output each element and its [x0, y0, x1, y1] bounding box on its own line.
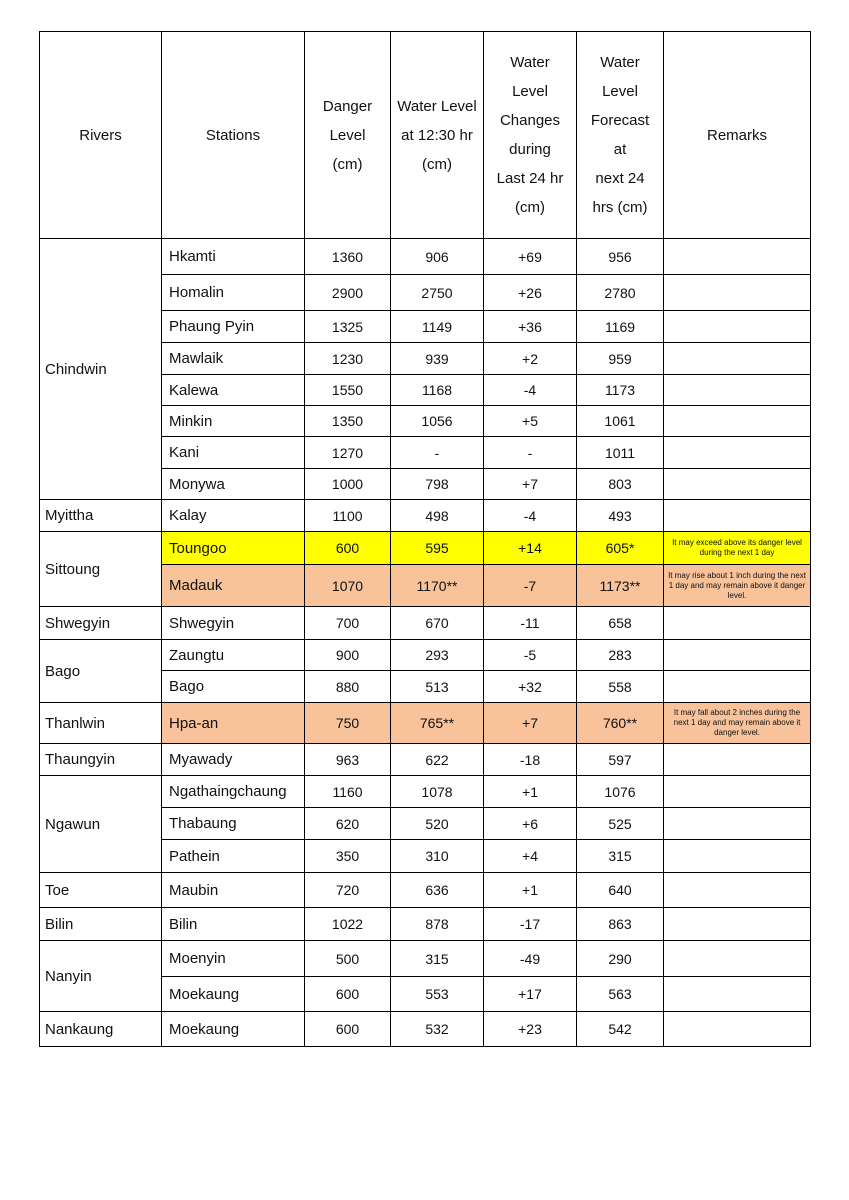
level-forecast: 1076	[577, 776, 664, 808]
header-line: (cm)	[422, 155, 452, 173]
remark: It may exceed above its danger level during the next 1 day	[664, 532, 811, 565]
remark: It may rise about 1 inch during the next 1 day and may remain above it danger level.	[664, 565, 811, 607]
station-name: Monywa	[162, 469, 305, 500]
station-name: Madauk	[162, 565, 305, 607]
station-name: Zaungtu	[162, 640, 305, 671]
water-level: 532	[391, 1012, 484, 1047]
level-forecast: 558	[577, 671, 664, 703]
header-line: hrs (cm)	[592, 199, 648, 216]
level-forecast: 563	[577, 977, 664, 1012]
level-forecast: 597	[577, 744, 664, 776]
remark: It may fall about 2 inches during the next 1 day and may remain above it danger level.	[664, 703, 811, 744]
level-change: -4	[484, 500, 577, 532]
level-change: +6	[484, 808, 577, 840]
water-level: 878	[391, 908, 484, 941]
level-change: -5	[484, 640, 577, 671]
level-forecast: 493	[577, 500, 664, 532]
remark	[664, 873, 811, 908]
level-change: +7	[484, 469, 577, 500]
station-name: Phaung Pyin	[162, 311, 305, 343]
river-name: Toe	[40, 873, 162, 908]
remark	[664, 469, 811, 500]
remark	[664, 343, 811, 375]
danger-level: 700	[305, 607, 391, 640]
danger-level: 880	[305, 671, 391, 703]
station-name: Moekaung	[162, 977, 305, 1012]
river-name: Thaungyin	[40, 744, 162, 776]
water-level: 1149	[391, 311, 484, 343]
water-level: 670	[391, 607, 484, 640]
header-line: (cm)	[332, 155, 363, 173]
river-name: Bago	[40, 640, 162, 703]
remark	[664, 908, 811, 941]
level-forecast: 863	[577, 908, 664, 941]
header-level-forecast	[577, 32, 664, 239]
danger-level: 1270	[305, 437, 391, 469]
water-level: 310	[391, 840, 484, 873]
water-level: 315	[391, 941, 484, 977]
danger-level: 1000	[305, 469, 391, 500]
level-change: +36	[484, 311, 577, 343]
danger-level: 720	[305, 873, 391, 908]
table-row	[40, 532, 811, 565]
danger-level: 1230	[305, 343, 391, 375]
water-level: 798	[391, 469, 484, 500]
header-line: Water	[510, 54, 550, 71]
remark	[664, 640, 811, 671]
header-level-changes	[484, 32, 577, 239]
level-change: +2	[484, 343, 577, 375]
header-line: (cm)	[515, 199, 545, 216]
header-danger-level	[305, 32, 391, 239]
header-line: Changes	[499, 112, 561, 129]
remark	[664, 808, 811, 840]
level-forecast: 525	[577, 808, 664, 840]
water-level: 498	[391, 500, 484, 532]
level-change: -18	[484, 744, 577, 776]
danger-level: 1100	[305, 500, 391, 532]
table-row	[40, 239, 811, 275]
water-level: 2750	[391, 275, 484, 311]
table-row	[40, 1012, 811, 1047]
level-change: -	[484, 437, 577, 469]
station-name: Ngathaingchaung	[162, 776, 305, 808]
station-name: Bilin	[162, 908, 305, 941]
level-forecast: 315	[577, 840, 664, 873]
station-name: Maubin	[162, 873, 305, 908]
header-line: Danger	[322, 97, 373, 115]
river-name: Shwegyin	[40, 607, 162, 640]
water-level: 1056	[391, 406, 484, 437]
table-body	[40, 239, 811, 1047]
table-row	[40, 500, 811, 532]
water-level: 622	[391, 744, 484, 776]
station-name: Myawady	[162, 744, 305, 776]
level-forecast: 605*	[577, 532, 664, 565]
level-change: +5	[484, 406, 577, 437]
header-line: Level	[512, 83, 548, 100]
header-line: during	[509, 141, 551, 158]
level-change: +26	[484, 275, 577, 311]
level-forecast: 283	[577, 640, 664, 671]
danger-level: 600	[305, 977, 391, 1012]
station-name: Kalay	[162, 500, 305, 532]
level-forecast: 542	[577, 1012, 664, 1047]
danger-level: 620	[305, 808, 391, 840]
table-row	[40, 703, 811, 744]
remark	[664, 437, 811, 469]
remark	[664, 607, 811, 640]
remark	[664, 671, 811, 703]
level-forecast: 1173	[577, 375, 664, 406]
remark	[664, 275, 811, 311]
danger-level: 1070	[305, 565, 391, 607]
level-forecast: 1061	[577, 406, 664, 437]
level-forecast: 760**	[577, 703, 664, 744]
header-line: at	[613, 141, 627, 158]
water-level: 1170**	[391, 565, 484, 607]
header-rivers: Rivers	[40, 32, 162, 239]
station-name: Homalin	[162, 275, 305, 311]
level-forecast: 290	[577, 941, 664, 977]
river-name: Thanlwin	[40, 703, 162, 744]
remark	[664, 500, 811, 532]
remark	[664, 239, 811, 275]
level-forecast: 1011	[577, 437, 664, 469]
remark	[664, 406, 811, 437]
station-name: Thabaung	[162, 808, 305, 840]
remark	[664, 375, 811, 406]
station-name: Moenyin	[162, 941, 305, 977]
level-change: +1	[484, 776, 577, 808]
header-line: Water	[600, 54, 640, 71]
station-name: Toungoo	[162, 532, 305, 565]
table-row	[40, 607, 811, 640]
level-forecast: 956	[577, 239, 664, 275]
danger-level: 2900	[305, 275, 391, 311]
danger-level: 1350	[305, 406, 391, 437]
remark	[664, 744, 811, 776]
level-change: -17	[484, 908, 577, 941]
level-change: +17	[484, 977, 577, 1012]
danger-level: 963	[305, 744, 391, 776]
level-change: -11	[484, 607, 577, 640]
remark	[664, 311, 811, 343]
river-name: Nankaung	[40, 1012, 162, 1047]
header-line: Level	[602, 83, 638, 100]
level-change: +14	[484, 532, 577, 565]
water-level: 906	[391, 239, 484, 275]
level-change: -49	[484, 941, 577, 977]
level-forecast: 1173**	[577, 565, 664, 607]
water-level: 513	[391, 671, 484, 703]
danger-level: 1360	[305, 239, 391, 275]
remark	[664, 977, 811, 1012]
danger-level: 900	[305, 640, 391, 671]
level-forecast: 658	[577, 607, 664, 640]
river-name: Bilin	[40, 908, 162, 941]
header-line: next 24	[595, 170, 645, 187]
danger-level: 600	[305, 532, 391, 565]
header-remarks: Remarks	[664, 32, 811, 239]
water-level-table	[39, 31, 811, 1047]
level-change: -4	[484, 375, 577, 406]
station-name: Moekaung	[162, 1012, 305, 1047]
danger-level: 600	[305, 1012, 391, 1047]
danger-level: 500	[305, 941, 391, 977]
station-name: Hpa-an	[162, 703, 305, 744]
water-level: 293	[391, 640, 484, 671]
remark	[664, 840, 811, 873]
header-line: Forecast	[590, 112, 650, 129]
water-level: 553	[391, 977, 484, 1012]
water-level: 595	[391, 532, 484, 565]
header-line: Water Level	[397, 97, 477, 115]
water-level-report	[39, 31, 811, 1047]
remark	[664, 941, 811, 977]
level-forecast: 959	[577, 343, 664, 375]
level-change: +23	[484, 1012, 577, 1047]
station-name: Bago	[162, 671, 305, 703]
level-forecast: 803	[577, 469, 664, 500]
river-name: Ngawun	[40, 776, 162, 873]
station-name: Mawlaik	[162, 343, 305, 375]
header-water-level	[391, 32, 484, 239]
header-line: Level	[329, 126, 366, 144]
danger-level: 350	[305, 840, 391, 873]
level-forecast: 640	[577, 873, 664, 908]
river-name: Myittha	[40, 500, 162, 532]
level-change: +32	[484, 671, 577, 703]
table-row	[40, 941, 811, 977]
station-name: Shwegyin	[162, 607, 305, 640]
header-row	[40, 32, 811, 239]
station-name: Kani	[162, 437, 305, 469]
water-level: -	[391, 437, 484, 469]
danger-level: 1325	[305, 311, 391, 343]
water-level: 636	[391, 873, 484, 908]
header-line: Last 24 hr	[496, 170, 564, 187]
table-row	[40, 776, 811, 808]
level-change: +7	[484, 703, 577, 744]
table-row	[40, 908, 811, 941]
table-row	[40, 640, 811, 671]
level-change: +4	[484, 840, 577, 873]
danger-level: 1550	[305, 375, 391, 406]
remark	[664, 1012, 811, 1047]
river-name: Chindwin	[40, 239, 162, 500]
danger-level: 1160	[305, 776, 391, 808]
water-level: 520	[391, 808, 484, 840]
level-change: -7	[484, 565, 577, 607]
river-name: Sittoung	[40, 532, 162, 607]
table-row	[40, 744, 811, 776]
water-level: 939	[391, 343, 484, 375]
water-level: 765**	[391, 703, 484, 744]
river-name: Nanyin	[40, 941, 162, 1012]
water-level: 1078	[391, 776, 484, 808]
level-change: +1	[484, 873, 577, 908]
table-row	[40, 873, 811, 908]
header-line: at 12:30 hr	[401, 126, 473, 144]
station-name: Hkamti	[162, 239, 305, 275]
station-name: Kalewa	[162, 375, 305, 406]
danger-level: 1022	[305, 908, 391, 941]
remark	[664, 776, 811, 808]
level-change: +69	[484, 239, 577, 275]
danger-level: 750	[305, 703, 391, 744]
station-name: Minkin	[162, 406, 305, 437]
water-level: 1168	[391, 375, 484, 406]
level-forecast: 1169	[577, 311, 664, 343]
header-stations: Stations	[162, 32, 305, 239]
level-forecast: 2780	[577, 275, 664, 311]
station-name: Pathein	[162, 840, 305, 873]
